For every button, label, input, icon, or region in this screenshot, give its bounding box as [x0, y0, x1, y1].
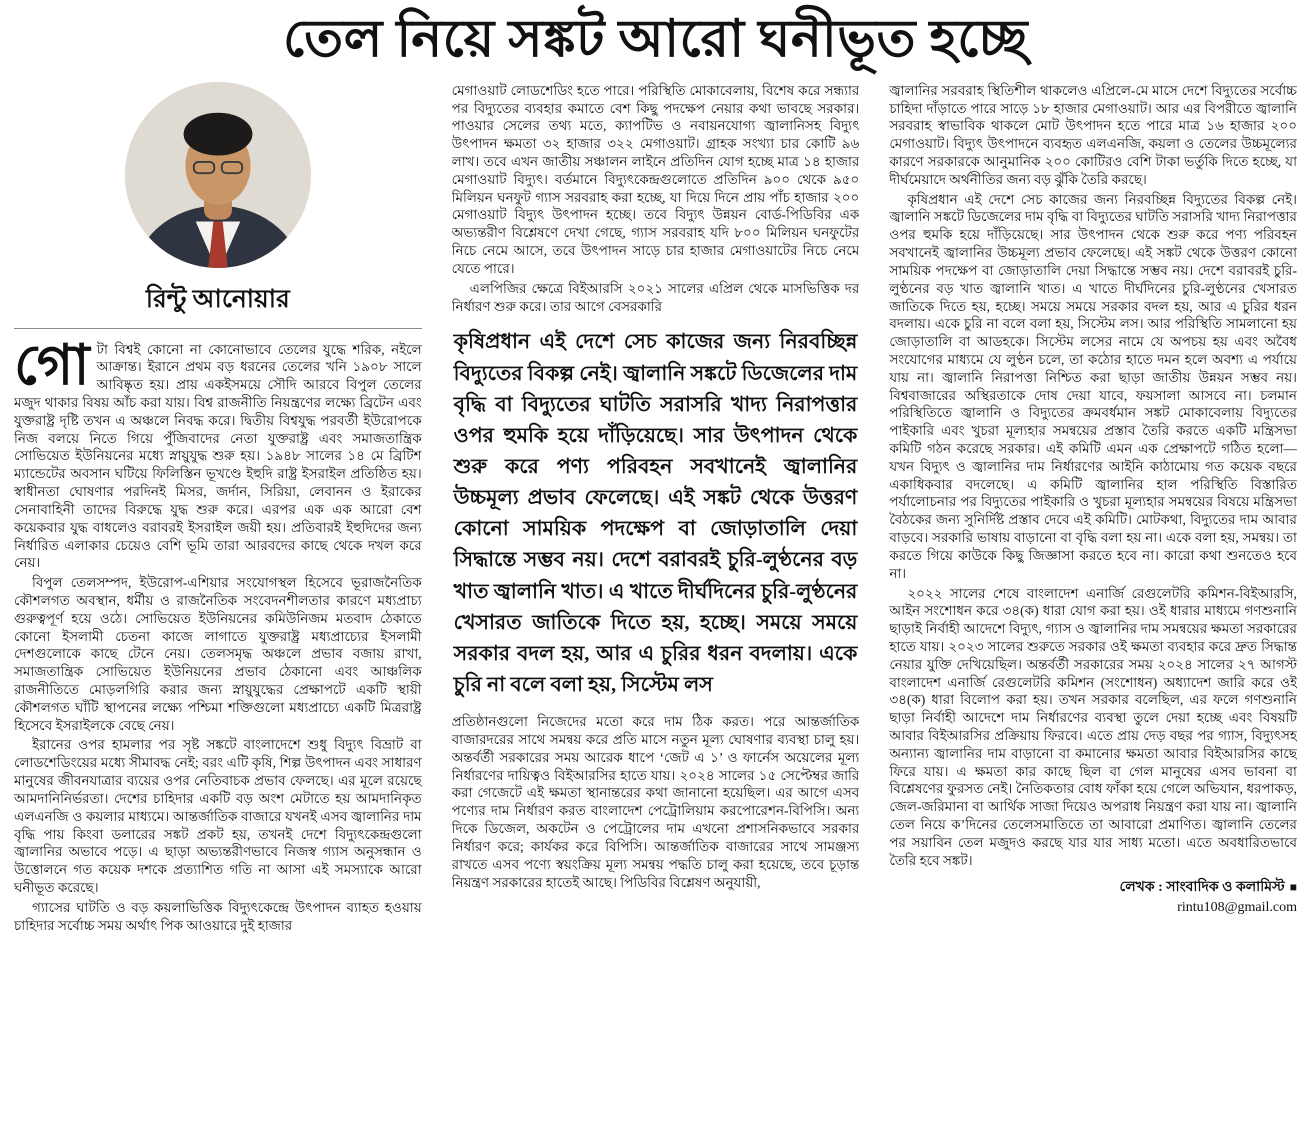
paragraph-text: টা বিশ্বই কোনো না কোনোভাবে তেলের যুদ্ধে শরিক, নইলে আক্রান্ত। ইরানে প্রথম বড় ধরনের তেলের খনি ১৯০৮ সালে আবিষ্কৃত হয়। প্রায় একইসময়ে সৌদি আরবে বিপুল তেলের মজুদ থাকার বিষয় আঁচ করা যায়। বিশ্ব রাজনীতি নিয়ন্ত্রণের লক্ষ্যে ব্রিটেন এবং যুক্তরাষ্ট্র দৃষ্টি তখন এ অঞ্চলে নিবদ্ধ করে। দ্বিতীয় বিশ্বযুদ্ধ পরবর্তী ইউরোপকে নিজ বলয়ে নিতে গিয়ে পুঁজিবাদের নেতা যুক্তরাষ্ট্র এবং সমাজতান্ত্রিক সোভিয়েত ইউনিয়নের মধ্যে স্নায়ুযুদ্ধ শুরু হয়। ১৯৪৮ সালের ১৪ মে ব্রিটিশ ম্যান্ডেটের অবসান ঘটিয়ে ফিলিস্তিন ভূখণ্ডে ইহুদি রাষ্ট্র ইসরাইল প্রতিষ্ঠিত হয়। স্বাধীনতা ঘোষণার পরদিনই মিসর, জর্দান, সিরিয়া, লেবানন ও ইরাকের সেনাবাহিনী তাদের বিরুদ্ধে যুদ্ধ শুরু করে। এরপর এক এক আরো বেশ কয়েকবার যুদ্ধ বাধলেও বরাবরই ইসরাইল জয়ী হয়। প্রতিবারই ইহুদিদের জন্য নির্ধারিত এলাকার চেয়েও বেশি ভূমি তারা আরবদের কাছে থেকে দখল করে নেয়। — [14, 341, 422, 571]
author-name: রিন্টু আনোয়ার — [145, 285, 290, 313]
author-email: rintu108@gmail.com — [1177, 900, 1297, 916]
paragraph: ইরানের ওপর হামলার পর সৃষ্ট সঙ্কটে বাংলাদেশে শুধু বিদ্যুৎ বিভ্রাট বা লোডশেডিংয়ের মধ্যে সীমাবদ্ধ নেই; বরং এটি কৃষি, শিল্প উৎপাদন এবং সাধারণ মানুষের জীবনযাত্রার ব্যয়ের ওপর নেতিবাচক প্রভাব ফেলছে। এর মূলে রয়েছে আমদানিনির্ভরতা। দেশের চাহিদার একটি বড় অংশ মেটাতে হয় আমদানিকৃত এলএনজি ও কয়লার মাধ্যমে। আন্তর্জাতিক বাজারে যখনই এসব জ্বালানির দাম বৃদ্ধি পায় কিংবা ডলারের সঙ্কট প্রকট হয়, তখনই দেশে বিদ্যুৎকেন্দ্রগুলো জ্বালানির অভাবে পড়ে। এ ছাড়া অভ্যন্তরীণভাবে নিজস্ব গ্যাস অনুসন্ধান ও উত্তোলনে গত কয়েক দশকে প্রত্যাশিত গতি না আসা এই সমস্যাকে আরো ঘনীভূত করেছে। — [14, 737, 422, 895]
paragraph: বিপুল তেলসম্পদ, ইউরোপ-এশিয়ার সংযোগস্থল হিসেবে ভূরাজনৈতিক কৌশলগত অবস্থান, ধর্মীয় ও রাজনৈতিক সংবেদনশীলতার কারণে মধ্যপ্রাচ্য গুরুত্বপূর্ণ হয়ে ওঠে। সোভিয়েত ইউনিয়নের কমিউনিজম মতবাদ ঠেকাতে কোনো ইসলামী চেতনা কাজে লাগাতে যুক্তরাষ্ট্র মধ্যপ্রাচ্যের ইসলামী দেশগুলোকে কাছে টেনে নেয়। তেলসমৃদ্ধ অঞ্চলে প্রভাব বজায় রাখা, সমাজতান্ত্রিক সোভিয়েত ইউনিয়নের প্রভাব ঠেকানো এবং আঞ্চলিক রাজনীতিতে মোড়লগিরি করার জন্য স্নায়ুযুদ্ধের প্রেক্ষাপটে একটি স্থায়ী কৌশলগত ঘাঁটি স্থাপনের লক্ষ্যে পশ্চিমা শক্তিগুলো মধ্যপ্রাচ্যে একটি মিত্ররাষ্ট্র হিসেবে ইসরাইলকে বেছে নেয়। — [14, 575, 422, 733]
paragraph — [14, 334, 422, 573]
pull-quote: কৃষিপ্রধান এই দেশে সেচ কাজের জন্য নিরবচ্ছিন্ন বিদ্যুতের বিকল্প নেই। জ্বালানি সঙ্কটে ডিজেলের দাম বৃদ্ধি বা বিদ্যুতের ঘাটতি সরাসরি খাদ্য নিরাপত্তার ওপর হুমকি হয়ে দাঁড়িয়েছে। সার উৎপাদন থেকে শুরু করে পণ্য পরিবহন সবখানেই জ্বালানির উচ্চমূল্য প্রভাব ফেলেছে। এই সঙ্কট থেকে উত্তরণ কোনো সাময়িক পদক্ষেপ বা জোড়াতালি দেয়া সিদ্ধান্তে সম্ভব নয়। দেশে বরাবরই চুরি-লুণ্ঠনের বড় খাত জ্বালানি খাত। এ খাতে দীর্ঘদিনের চুরি-লুণ্ঠনের খেসারত জাতিকে দিতে হয়, হচ্ছে। সময়ে সময়ে সরকার বদল হয়, আর এ চুরির ধরন বদলায়। একে চুরি না বলে বলা হয়, সিস্টেম লস — [453, 331, 858, 697]
article-footer — [889, 878, 1297, 918]
paragraph: জ্বালানির সরবরাহ স্থিতিশীল থাকলেও এপ্রিলে-মে মাসে দেশে বিদ্যুতের সর্বোচ্চ চাহিদা দাঁড়াতে পারে সাড়ে ১৮ হাজার মেগাওয়াট। আর এর বিপরীতে জ্বালানি সরবরাহ স্বাভাবিক থাকলে মোট উৎপাদন হতে পারে মাত্র ১৬ হাজার ২০০ মেগাওয়াট। বিদ্যুৎ উৎপাদনে ব্যবহৃত এলএনজি, কয়লা ও তেলের উচ্চমূল্যের কারণে সরকারকে আনুমানিক ২০০ কোটিরও বেশি টাকা ভর্তুকি দিতে হচ্ছে, যা দীর্ঘমেয়াদে অর্থনীতির জন্য বড় ঝুঁকি তৈরি করছে। — [889, 82, 1297, 187]
paragraph: প্রতিষ্ঠানগুলো নিজেদের মতো করে দাম ঠিক করত। পরে আন্তর্জাতিক বাজারদরের সাথে সমন্বয় করে প্রতি মাসে নতুন মূল্য ঘোষণার ব্যবস্থা চালু হয়। অন্তর্বর্তী সরকারের সময় আরেক ধাপে ‘জেট এ ১’ ও ফার্নেস অয়েলের মূল্য নির্ধারণের দায়িত্বও বিইআরসির হাতে যায়। ২০২৪ সালের ১৫ সেপ্টেম্বর জারি করা গেজেটে এই ক্ষমতা স্থানান্তরের কথা জানানো হয়েছিল। এর আগে এসব পণ্যের দাম নির্ধারণ করত বাংলাদেশ পেট্রোলিয়াম করপোরেশন-বিপিসি। অন্য দিকে ডিজেল, অকটেন ও পেট্রোলের দাম এখনো প্রশাসনিকভাবে সরকার নির্ধারণ করে; কার্যকর করে বিপিসি। আন্তর্জাতিক বাজারের সাথে সামঞ্জস্য রাখতে এসব পণ্যে স্বয়ংক্রিয় মূল্য সমন্বয় পদ্ধতি চালু করা হয়েছে, তবে চূড়ান্ত নিয়ন্ত্রণ সরকারের হাতেই আছে। পিডিবির বিশ্লেষণ অনুযায়ী, — [451, 714, 860, 890]
column-3 — [889, 82, 1297, 1120]
column-1 — [14, 82, 422, 1120]
author-photo — [125, 82, 311, 268]
paragraph: মেগাওয়াট লোডশেডিং হতে পারে। পরিস্থিতি মোকাবেলায়, বিশেষ করে সন্ধ্যার পর বিদ্যুতের ব্যবহার কমাতে বেশ কিছু পদক্ষেপ নেয়ার কথা ভাবছে সরকার। পাওয়ার সেলের তথ্য মতে, ক্যাপটিভ ও নবায়নযোগ্য জ্বালানিসহ বিদ্যুৎ উৎপাদন ক্ষমতা ৩২ হাজার ৩২২ মেগাওয়াট। গ্রাহক সংখ্যা চার কোটি ৯৬ লাখ। তবে এখন জাতীয় সঞ্চালন লাইনে প্রতিদিন যোগ হচ্ছে মাত্র ১৪ হাজার মেগাওয়াট বিদ্যুৎ। বর্তমানে বিদ্যুৎকেন্দ্রগুলোতে প্রতিদিন ৯০০ থেকে ৯৫০ মিলিয়ন ঘনফুট গ্যাস সরবরাহ করা হচ্ছে, যা দিয়ে দিনে প্রায় পাঁচ হাজার ২০০ মেগাওয়াট বিদ্যুৎ উৎপাদন হচ্ছে। তবে বিদ্যুৎ উন্নয়ন বোর্ড-পিডিবির এক অভ্যন্তরীণ বিশ্লেষণে দেখা গেছে, গ্যাস সরবরাহ যদি ৮০০ মিলিয়ন ঘনফুটের নিচে নেমে আসে, তবে উৎপাদন সাড়ে চার হাজার মেগাওয়াটের নিচে নেমে যেতে পারে। — [451, 82, 860, 276]
paragraph: কৃষিপ্রধান এই দেশে সেচ কাজের জন্য নিরবচ্ছিন্ন বিদ্যুতের বিকল্প নেই। জ্বালানি সঙ্কটে ডিজেলের দাম বৃদ্ধি বা বিদ্যুতের ঘাটতি সরাসরি খাদ্য নিরাপত্তার ওপর হুমকি হয়ে দাঁড়িয়েছে। সার উৎপাদন থেকে শুরু করে পণ্য পরিবহন সবখানেই জ্বালানির উচ্চমূল্য প্রভাব ফেলেছে। এই সঙ্কট থেকে উত্তরণ কোনো সাময়িক পদক্ষেপ বা জোড়াতালি দেয়া সিদ্ধান্তে সম্ভব নয়। দেশে বরাবরই চুরি-লুণ্ঠনের বড় খাত জ্বালানি খাত। এ খাতে দীর্ঘদিনের চুরি-লুণ্ঠনের খেসারত জাতিকে দিতে হয়, হচ্ছে। সময়ে সময়ে সরকার বদল হয়, আর এ চুরির ধরন বদলায়। একে চুরি না বলে বলা হয়, সিস্টেম লস। আর পরিস্থিতি সামলানো হয় জোড়াতালি বা আডহকে। সিস্টেম লসের নামে যে অপচয় হয় এবং অবৈধ সংযোগের মাধ্যমে যে লুণ্ঠন চলে, তা কঠোর হাতে দমন হলে অবশ্য এ পর্যায়ে যায় না। জ্বালানি নিরাপত্তা নিশ্চিত করা ছাড়া জাতীয় উন্নয়ন সম্ভব নয়। বিশ্ববাজারের অস্থিরতাকে দোষ দেয়া যাবে, ফয়সালা আসবে না। চলমান পরিস্থিতিতে জ্বালানি ও বিদ্যুতের ক্রমবর্ধমান সঙ্কট মোকাবেলায় বিদ্যুতের পাইকারি এবং খুচরা মূল্যহার সমন্বয়ের প্রস্তাব তৈরি করতে একটি মন্ত্রিসভা কমিটি গঠন করেছে সরকার। এই কমিটি এমন এক প্রেক্ষাপটে গঠিত হলো— যখন বিদ্যুৎ ও জ্বালানির দাম নির্ধারণের আইনি কাঠামোয় গত কয়েক বছরে একাধিকবার বদলেছে। এ কমিটি জ্বালানির হাল পরিস্থিতি বিস্তারিত পর্যালোচনার পর বিদ্যুতের পাইকারি ও খুচরা মূল্যহার সমন্বয়ের বিষয়ে মন্ত্রিসভা বৈঠকের জন্য সুনির্দিষ্ট প্রস্তাব দেবে এই কমিটি। মোটকথা, বিদ্যুতের দাম আবার বাড়বে। সরকারি ভাষায় বাড়ানো বা বৃদ্ধি বলা হয় না। একে বলা হয়, সমন্বয়। তা করতে গিয়ে কাউকে কিছু জিজ্ঞাসা করতে হবে না। কারো কথা শুনতেও হবে না। — [889, 191, 1297, 581]
article-end-mark-icon: ■ — [1289, 879, 1297, 894]
article-title: তেল নিয়ে সঙ্কট আরো ঘনীভূত হচ্ছে — [283, 11, 1028, 68]
paragraph: ২০২২ সালের শেষে বাংলাদেশ এনার্জি রেগুলেটরি কমিশন-বিইআরসি, আইন সংশোধন করে ৩৪(ক) ধারা যোগ করা হয়। ওই ধারার মাধ্যমে গণশুনানি ছাড়াই নির্বাহী আদেশে বিদ্যুৎ, গ্যাস ও জ্বালানির দাম সমন্বয়ের ক্ষমতা সরকারের হাতে যায়। ২০২৩ সালের শুরুতে সরকার ওই ক্ষমতা ব্যবহার করে দ্রুত সিদ্ধান্ত নেয়ার যুক্তি দেখিয়েছিল। অন্তর্বর্তী সরকারের সময় ২০২৪ সালের ২৭ আগস্ট বাংলাদেশ এনার্জি রেগুলেটরি কমিশন (সংশোধন) অধ্যাদেশ জারি করে ওই ৩৪(ক) ধারা বিলোপ করা হয়। তখন সরকার বলেছিল, এর ফলে গণশুনানি ছাড়া নির্বাহী আদেশে দাম নির্ধারণের ব্যবস্থা তুলে দেয়া হচ্ছে এবং বিষয়টি আবার বিইআরসির প্রক্রিয়ায় ফিরবে। এতে প্রায় দেড় বছর পর গ্যাস, বিদ্যুৎসহ অন্যান্য জ্বালানির দাম বাড়ানো বা কমানোর ক্ষমতা আবার বিইআরসির কাছে ফিরে যায়। এ ক্ষমতা কার কাছে ছিল বা গেল মানুষের এসব ভাবনা বা বিশ্লেষণের ফুরসত নেই। নৈতিকতার বোধ ফাঁকা হয়ে গেলে অভিযান, ধরপাকড়, জেল-জরিমানা বা আর্থিক সাজা দিয়েও অপরাধ নিয়ন্ত্রণ করা যায় না। জ্বালানি তেল নিয়ে ক’দিনের তেলেসমাতিতে তা আবারো প্রমাণিত। জ্বালানি তেলের পর সয়াবিন তেল মজুদও করছে যার যার সাধ্য মতো। এতে অবধারিতভাবে তৈরি হবে সঙ্কট। — [889, 585, 1297, 868]
author-portrait-illustration — [125, 82, 311, 268]
article-body — [14, 82, 1297, 1120]
author-block — [14, 82, 422, 329]
column-2 — [452, 82, 860, 1120]
writer-credit: লেখক : সাংবাদিক ও কলামিস্ট — [1119, 879, 1285, 895]
drop-cap: গো — [14, 334, 90, 397]
paragraph: এলপিজির ক্ষেত্রে বিইআরসি ২০২১ সালের এপ্রিল থেকে মাসভিত্তিক দর নির্ধারণ শুরু করে। তার আগে বেসরকারি — [451, 280, 860, 314]
paragraph: গ্যাসের ঘাটতি ও বড় কয়লাভিত্তিক বিদ্যুৎকেন্দ্রে উৎপাদন ব্যাহত হওয়ায় চাহিদার সর্বোচ্চ সময় অর্থাৎ পিক আওয়ারে দুই হাজার — [14, 899, 422, 933]
